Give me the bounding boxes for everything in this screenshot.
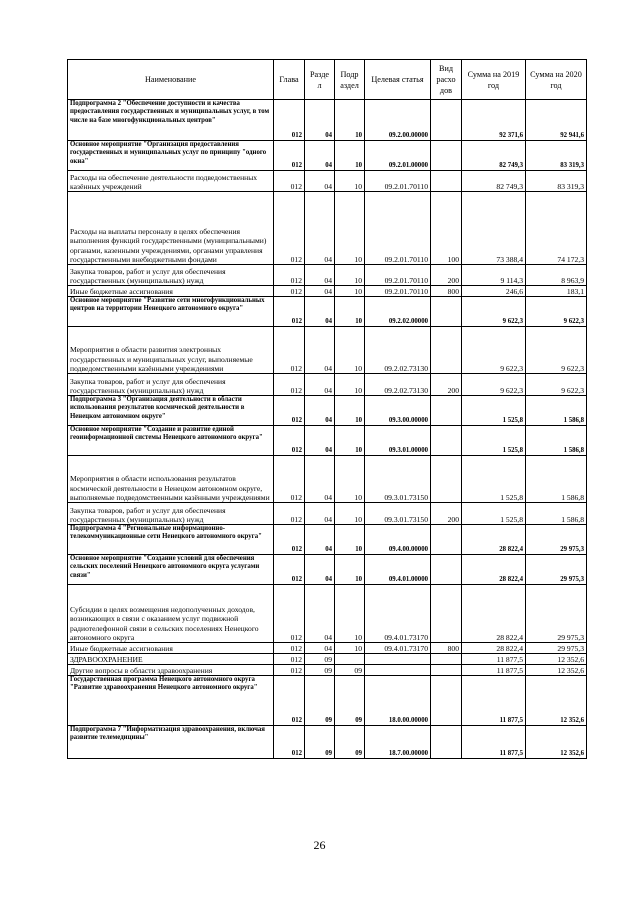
row-chapter: 012 xyxy=(274,171,305,192)
row-target: 09.4.00.00000 xyxy=(365,525,431,555)
row-section: 04 xyxy=(305,396,335,426)
row-section: 09 xyxy=(305,665,335,676)
row-chapter: 012 xyxy=(274,643,305,654)
table-row xyxy=(68,676,587,726)
table-row xyxy=(68,456,587,503)
row-name: Основное мероприятие "Организация предоставления государственных и муниципальных услуг по принципу "одного окна" xyxy=(68,141,274,171)
row-chapter: 012 xyxy=(274,585,305,643)
table-row xyxy=(68,503,587,525)
table-row xyxy=(68,726,587,759)
row-sum-2019: 11 877,5 xyxy=(462,654,526,665)
row-subsection: 10 xyxy=(335,286,365,297)
table-row xyxy=(68,555,587,585)
row-sum-2019: 11 877,5 xyxy=(462,726,526,759)
row-chapter: 012 xyxy=(274,525,305,555)
row-sum-2020: 12 352,6 xyxy=(526,665,587,676)
row-name: Подпрограмма 3 "Организация деятельности в области использования результатов космической деятельности в Ненецком автономном округе" xyxy=(68,396,274,426)
row-target: 09.4.01.73170 xyxy=(365,643,431,654)
row-subsection: 10 xyxy=(335,265,365,286)
row-expense-type: 200 xyxy=(431,374,462,396)
row-target: 09.4.01.73170 xyxy=(365,585,431,643)
row-target: 09.2.01.70110 xyxy=(365,192,431,265)
row-expense-type xyxy=(431,396,462,426)
row-section: 04 xyxy=(305,426,335,456)
table-row xyxy=(68,654,587,665)
row-expense-type xyxy=(431,555,462,585)
row-expense-type xyxy=(431,585,462,643)
row-name: Расходы на выплаты персоналу в целях обеспечения выполнения функций государственными (муниципальными) органами, казенными учреждениями, органами управления государственными внебюджетными фондами xyxy=(68,192,274,265)
table-row xyxy=(68,297,587,327)
row-name: Основное мероприятие "Развитие сети многофункциональных центров на территории Ненецкого автономного округа" xyxy=(68,297,274,327)
row-name: Основное мероприятие "Создание и развитие единой геоинформационной системы Ненецкого автономного округа" xyxy=(68,426,274,456)
row-sum-2019: 1 525,8 xyxy=(462,396,526,426)
header-target: Целевая статья xyxy=(365,60,431,100)
table-row xyxy=(68,265,587,286)
table-row xyxy=(68,585,587,643)
row-subsection: 10 xyxy=(335,585,365,643)
row-sum-2019: 11 877,5 xyxy=(462,665,526,676)
row-sum-2020: 29 975,3 xyxy=(526,555,587,585)
table-row xyxy=(68,426,587,456)
row-chapter: 012 xyxy=(274,141,305,171)
row-chapter: 012 xyxy=(274,374,305,396)
row-chapter: 012 xyxy=(274,676,305,726)
row-expense-type: 800 xyxy=(431,286,462,297)
row-section: 04 xyxy=(305,585,335,643)
row-expense-type xyxy=(431,456,462,503)
row-name: Иные бюджетные ассигнования xyxy=(68,643,274,654)
row-sum-2019: 9 622,3 xyxy=(462,297,526,327)
row-sum-2019: 1 525,8 xyxy=(462,426,526,456)
row-chapter: 012 xyxy=(274,265,305,286)
row-chapter: 012 xyxy=(274,555,305,585)
table-header-row xyxy=(68,60,587,100)
row-chapter: 012 xyxy=(274,297,305,327)
row-name: Мероприятия в области использования результатов космической деятельности в Ненецком автономном округе, выполняемые подведомственными казёнными учреждениями xyxy=(68,456,274,503)
row-section: 04 xyxy=(305,141,335,171)
row-name: Закупка товаров, работ и услуг для обеспечения государственных (муниципальных) нужд xyxy=(68,265,274,286)
row-target: 09.2.00.00000 xyxy=(365,100,431,141)
row-sum-2020: 83 319,3 xyxy=(526,171,587,192)
row-target xyxy=(365,654,431,665)
row-name: Расходы на обеспечение деятельности подведомственных казённых учреждений xyxy=(68,171,274,192)
row-target: 09.2.01.70110 xyxy=(365,171,431,192)
row-sum-2020: 9 622,3 xyxy=(526,297,587,327)
row-target: 09.4.01.00000 xyxy=(365,555,431,585)
row-name: Подпрограмма 7 "Информатизация здравоохранения, включая развитие телемедицины" xyxy=(68,726,274,759)
table-row xyxy=(68,100,587,141)
row-subsection: 10 xyxy=(335,192,365,265)
row-section: 09 xyxy=(305,654,335,665)
row-expense-type xyxy=(431,141,462,171)
row-expense-type: 200 xyxy=(431,503,462,525)
row-subsection: 10 xyxy=(335,643,365,654)
row-sum-2019: 28 822,4 xyxy=(462,585,526,643)
row-chapter: 012 xyxy=(274,503,305,525)
row-target: 18.0.00.00000 xyxy=(365,676,431,726)
row-sum-2020: 29 975,3 xyxy=(526,643,587,654)
row-sum-2019: 92 371,6 xyxy=(462,100,526,141)
row-name: Другие вопросы в области здравоохранения xyxy=(68,665,274,676)
row-name: Подпрограмма 4 "Региональные информационно-телекоммуникационные сети Ненецкого автономного округа" xyxy=(68,525,274,555)
row-chapter: 012 xyxy=(274,665,305,676)
table-row xyxy=(68,396,587,426)
row-chapter: 012 xyxy=(274,426,305,456)
row-sum-2019: 82 749,3 xyxy=(462,141,526,171)
row-subsection: 10 xyxy=(335,396,365,426)
row-section: 04 xyxy=(305,456,335,503)
row-section: 04 xyxy=(305,503,335,525)
row-section: 04 xyxy=(305,327,335,374)
row-name: Закупка товаров, работ и услуг для обеспечения государственных (муниципальных) нужд xyxy=(68,503,274,525)
row-name: Мероприятия в области развития электронных государственных и муниципальных услуг, выполняемые подведомственными казёнными учреждениями xyxy=(68,327,274,374)
row-subsection: 10 xyxy=(335,327,365,374)
row-section: 04 xyxy=(305,171,335,192)
header-sum-2020: Сумма на 2020 год xyxy=(526,60,587,100)
row-target: 09.3.01.73150 xyxy=(365,503,431,525)
row-chapter: 012 xyxy=(274,192,305,265)
row-name: Субсидии в целях возмещения недополученных доходов, возникающих в связи с оказанием услуг подвижной радиотелефонной связи в сельских поселениях Ненецкого автономного округа xyxy=(68,585,274,643)
row-target: 09.3.01.73150 xyxy=(365,456,431,503)
row-sum-2020: 8 963,9 xyxy=(526,265,587,286)
row-sum-2020: 12 352,6 xyxy=(526,676,587,726)
row-name: Иные бюджетные ассигнования xyxy=(68,286,274,297)
row-subsection: 10 xyxy=(335,100,365,141)
row-subsection: 10 xyxy=(335,297,365,327)
row-target: 09.2.01.00000 xyxy=(365,141,431,171)
row-target: 09.2.02.73130 xyxy=(365,374,431,396)
row-section: 09 xyxy=(305,726,335,759)
row-sum-2019: 28 822,4 xyxy=(462,643,526,654)
row-section: 04 xyxy=(305,374,335,396)
row-chapter: 012 xyxy=(274,286,305,297)
row-sum-2019: 28 822,4 xyxy=(462,555,526,585)
row-sum-2019: 11 877,5 xyxy=(462,676,526,726)
row-sum-2020: 1 586,8 xyxy=(526,456,587,503)
row-chapter: 012 xyxy=(274,654,305,665)
header-name: Наименование xyxy=(68,60,274,100)
row-sum-2019: 73 388,4 xyxy=(462,192,526,265)
row-target: 09.2.02.00000 xyxy=(365,297,431,327)
row-subsection xyxy=(335,654,365,665)
row-name: ЗДРАВООХРАНЕНИЕ xyxy=(68,654,274,665)
row-target xyxy=(365,665,431,676)
row-name: Подпрограмма 2 "Обеспечение доступности и качества предоставления государственных и муниципальных услуг, в том числе на базе многофункциональных центров" xyxy=(68,100,274,141)
row-sum-2020: 29 975,3 xyxy=(526,585,587,643)
row-target: 09.3.00.00000 xyxy=(365,396,431,426)
row-section: 04 xyxy=(305,643,335,654)
row-section: 04 xyxy=(305,555,335,585)
row-sum-2020: 1 586,8 xyxy=(526,503,587,525)
row-subsection: 10 xyxy=(335,555,365,585)
header-chapter: Глава xyxy=(274,60,305,100)
row-sum-2020: 83 319,3 xyxy=(526,141,587,171)
row-expense-type xyxy=(431,171,462,192)
row-sum-2019: 1 525,8 xyxy=(462,503,526,525)
table-row xyxy=(68,286,587,297)
header-sum-2019: Сумма на 2019 год xyxy=(462,60,526,100)
row-subsection: 09 xyxy=(335,665,365,676)
header-subsection: Подр аздел xyxy=(335,60,365,100)
row-subsection: 10 xyxy=(335,171,365,192)
table-row xyxy=(68,643,587,654)
row-subsection: 10 xyxy=(335,525,365,555)
row-name: Основное мероприятие "Создание условий для обеспечения сельских поселений Ненецкого автономного округа услугами связи" xyxy=(68,555,274,585)
table-row xyxy=(68,141,587,171)
row-section: 04 xyxy=(305,265,335,286)
row-chapter: 012 xyxy=(274,726,305,759)
row-chapter: 012 xyxy=(274,396,305,426)
row-subsection: 10 xyxy=(335,456,365,503)
table-row xyxy=(68,525,587,555)
row-sum-2020: 9 622,3 xyxy=(526,374,587,396)
row-subsection: 09 xyxy=(335,676,365,726)
row-subsection: 10 xyxy=(335,141,365,171)
row-sum-2020: 183,1 xyxy=(526,286,587,297)
header-expense-type: Вид расхо дов xyxy=(431,60,462,100)
row-section: 04 xyxy=(305,192,335,265)
row-target: 09.2.01.70110 xyxy=(365,286,431,297)
row-section: 04 xyxy=(305,100,335,141)
table-row xyxy=(68,665,587,676)
row-sum-2020: 12 352,6 xyxy=(526,726,587,759)
row-target: 09.2.01.70110 xyxy=(365,265,431,286)
page-number: 26 xyxy=(313,838,326,852)
row-expense-type xyxy=(431,676,462,726)
table-row xyxy=(68,192,587,265)
row-target: 09.3.01.00000 xyxy=(365,426,431,456)
row-subsection: 10 xyxy=(335,503,365,525)
table-row xyxy=(68,171,587,192)
row-sum-2019: 28 822,4 xyxy=(462,525,526,555)
row-sum-2020: 1 586,8 xyxy=(526,396,587,426)
row-expense-type xyxy=(431,525,462,555)
row-expense-type xyxy=(431,665,462,676)
row-sum-2020: 9 622,3 xyxy=(526,327,587,374)
row-subsection: 09 xyxy=(335,726,365,759)
row-sum-2020: 29 975,3 xyxy=(526,525,587,555)
row-chapter: 012 xyxy=(274,456,305,503)
row-name: Закупка товаров, работ и услуг для обеспечения государственных (муниципальных) нужд xyxy=(68,374,274,396)
row-section: 04 xyxy=(305,525,335,555)
row-sum-2020: 74 172,3 xyxy=(526,192,587,265)
row-section: 09 xyxy=(305,676,335,726)
row-sum-2019: 9 622,3 xyxy=(462,327,526,374)
row-sum-2019: 246,6 xyxy=(462,286,526,297)
row-expense-type xyxy=(431,327,462,374)
row-expense-type xyxy=(431,726,462,759)
row-expense-type xyxy=(431,297,462,327)
row-expense-type xyxy=(431,426,462,456)
row-expense-type xyxy=(431,654,462,665)
row-sum-2020: 12 352,6 xyxy=(526,654,587,665)
row-expense-type: 100 xyxy=(431,192,462,265)
row-chapter: 012 xyxy=(274,327,305,374)
row-section: 04 xyxy=(305,297,335,327)
header-section: Разде л xyxy=(305,60,335,100)
row-sum-2020: 92 941,6 xyxy=(526,100,587,141)
row-expense-type: 800 xyxy=(431,643,462,654)
row-target: 09.2.02.73130 xyxy=(365,327,431,374)
row-expense-type: 200 xyxy=(431,265,462,286)
row-target: 18.7.00.00000 xyxy=(365,726,431,759)
row-name: Государственная программа Ненецкого автономного округа "Развитие здравоохранения Ненецкого автономного округа" xyxy=(68,676,274,726)
table-row xyxy=(68,374,587,396)
row-section: 04 xyxy=(305,286,335,297)
row-subsection: 10 xyxy=(335,426,365,456)
row-sum-2019: 9 114,3 xyxy=(462,265,526,286)
row-sum-2019: 9 622,3 xyxy=(462,374,526,396)
row-expense-type xyxy=(431,100,462,141)
table-row xyxy=(68,327,587,374)
row-sum-2019: 1 525,8 xyxy=(462,456,526,503)
row-sum-2019: 82 749,3 xyxy=(462,171,526,192)
budget-table xyxy=(67,59,587,759)
row-chapter: 012 xyxy=(274,100,305,141)
row-subsection: 10 xyxy=(335,374,365,396)
row-sum-2020: 1 586,8 xyxy=(526,426,587,456)
